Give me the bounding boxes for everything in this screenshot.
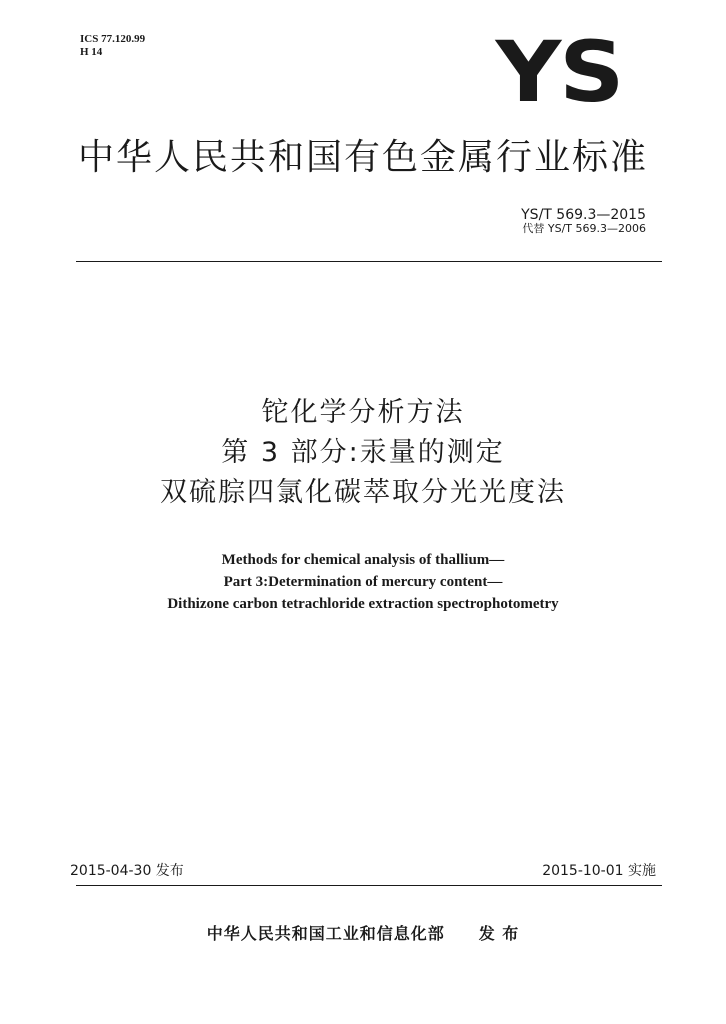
header-divider: [76, 261, 662, 262]
english-title-line-2: Part 3:Determination of mercury content—: [223, 574, 503, 590]
ics-code: ICS 77.120.99: [80, 33, 146, 45]
ccs-code: H 14: [80, 46, 103, 58]
chinese-title-line-3: 双硫腙四氯化碳萃取分光光度法: [160, 477, 566, 508]
standard-number: YS/T 569.3—2015: [521, 207, 646, 223]
chinese-title: [0, 393, 726, 513]
publisher-name: 中华人民共和国工业和信息化部: [206, 924, 445, 943]
ys-logo: YS: [495, 23, 622, 121]
english-title-line-3: Dithizone carbon tetrachloride extraction spectrophotometry: [167, 596, 559, 612]
issue-date: 2015-04-30 发布: [70, 863, 184, 879]
replaces-standard: 代替 YS/T 569.3—2006: [522, 222, 646, 235]
english-title: [0, 549, 726, 615]
chinese-title-line-2: 第 3 部分:汞量的测定: [221, 437, 505, 468]
classification-codes: [80, 33, 145, 59]
publisher-line: [0, 924, 726, 944]
standard-number-block: [521, 207, 646, 235]
implementation-date: 2015-10-01 实施: [542, 863, 656, 879]
footer-divider: [76, 885, 662, 886]
publisher-action: 发 布: [478, 924, 520, 943]
issuing-authority-title: 中华人民共和国有色金属行业标准: [77, 137, 648, 178]
english-title-line-1: Methods for chemical analysis of thallium—: [221, 552, 505, 568]
chinese-title-line-1: 铊化学分析方法: [261, 397, 465, 428]
